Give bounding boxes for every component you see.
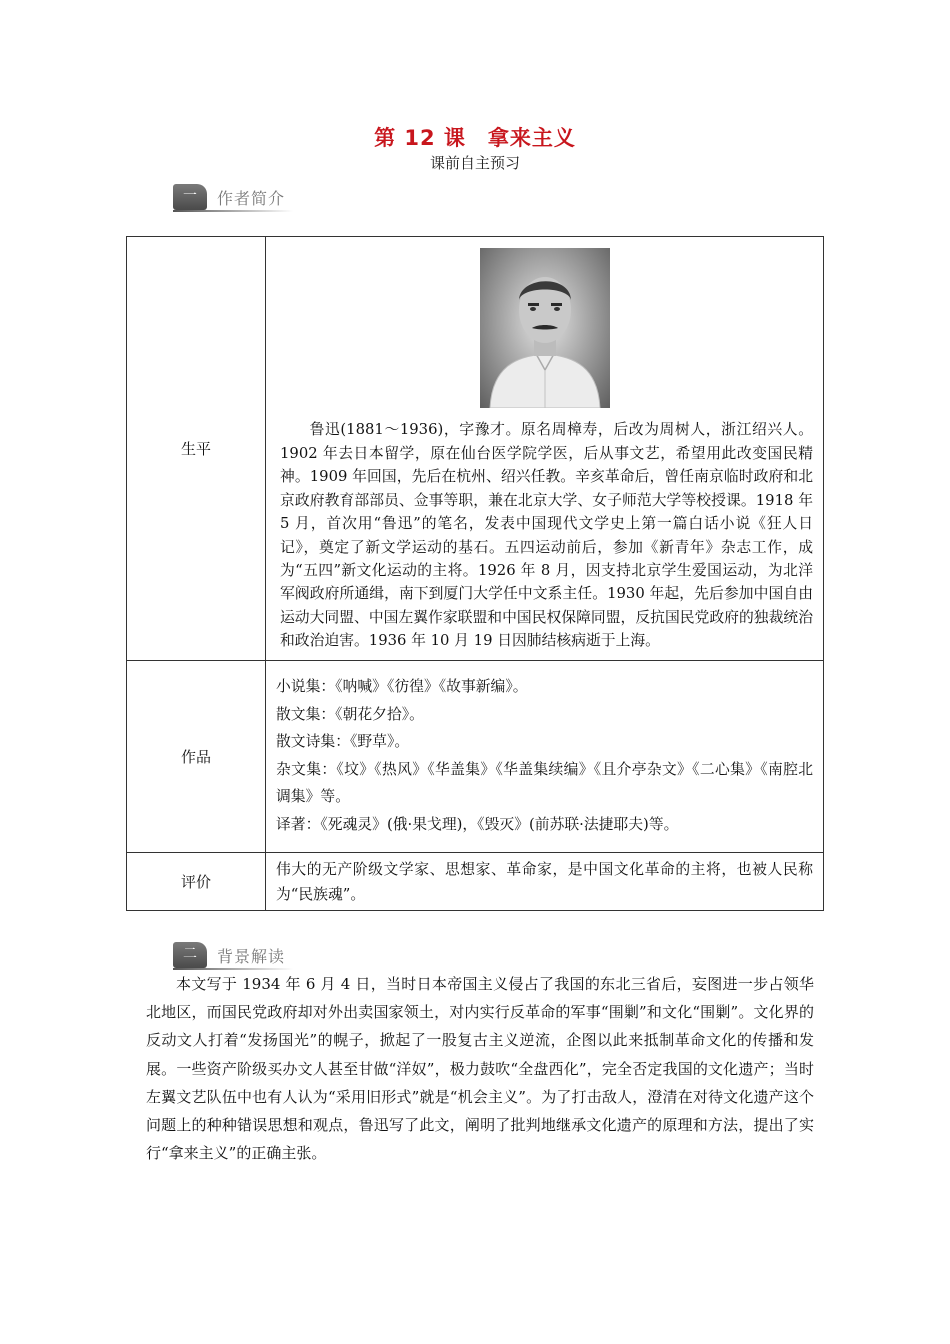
photo-container [266, 238, 823, 412]
row-header-evaluation: 评价 [127, 853, 266, 911]
table-row-works [127, 661, 824, 853]
lesson-title: 第 12 课 拿来主义 [374, 126, 576, 150]
biography-text: 鲁迅(1881～1936)，字豫才。原名周樟寿，后改为周树人，浙江绍兴人。1902 年去日本留学，原在仙台医学院学医，后从事文艺，希望用此改变国民精神。1909 年回国，先后在杭州、绍兴任教。辛亥革命后，曾任南京临时政府和北京政府教育部部员、佥事等职，兼在北京大学、女子师范大学等校授课。1918 年 5 月，首次用“鲁迅”的笔名，发表中国现代文学史上第一篇白话小说《狂人日记》，奠定了新文学运动的基石。五四运动前后，参加《新青年》杂志工作，成为“五四”新文化运动的主将。1926 年 8 月，因支持北京学生爱国运动，为北洋军阀政府所通缉，南下到厦门大学任中文系主任。1930 年起，先后参加中国自由运动大同盟、中国左翼作家联盟和中国民权保障同盟，反抗国民党政府的独裁统治和政治迫害。1936 年 10 月 19 日因肺结核病逝于上海。 [280, 421, 813, 650]
table-row-life [127, 237, 824, 661]
evaluation-text: 伟大的无产阶级文学家、思想家、革命家，是中国文化革命的主将，也被人民称为“民族魂”。 [276, 860, 813, 903]
works-cell [266, 661, 824, 853]
section-number-badge: 一 [173, 184, 207, 210]
section-number-badge: 二 [173, 942, 207, 968]
works-item-prose: 散文集：《朝花夕拾》。 [276, 705, 424, 723]
section-title: 作者简介 [217, 189, 286, 208]
author-info-table [126, 236, 824, 911]
lesson-subtitle: 课前自主预习 [429, 154, 520, 172]
author-portrait-image [480, 248, 610, 408]
life-cell [266, 237, 824, 661]
evaluation-cell [266, 853, 824, 911]
row-header-works: 作品 [127, 661, 266, 853]
row-header-life: 生平 [127, 237, 266, 661]
works-item-prose-poems: 散文诗集：《野草》。 [276, 733, 410, 750]
works-item-translations: 译著：《死魂灵》(俄·果戈理)，《毁灭》(前苏联·法捷耶夫)等。 [276, 815, 679, 833]
background-paragraph: 本文写于 1934 年 6 月 4 日，当时日本帝国主义侵占了我国的东北三省后，妄图进一步占领华北地区，而国民党政府却对外出卖国家领土，对内实行反革命的军事“围剿”和文化“围剿”。文化界的反动文人打着“发扬国光”的幌子，掀起了一股复古主义逆流，企图以此来抵制革命文化的传播和发展。一些资产阶级买办文人甚至甘做“洋奴”，极力鼓吹“全盘西化”，完全否定我国的文化遗产；当时左翼文艺队伍中也有人认为“采用旧形式”就是“机会主义”。为了打击敌人，澄清在对待文化遗产这个问题上的种种错误思想和观点，鲁迅写了此文，阐明了批判地继承文化遗产的原理和方法，提出了实行“拿来主义”的正确主张。 [146, 975, 814, 1163]
table-row-evaluation [127, 853, 824, 911]
portrait-figure-icon [480, 248, 610, 408]
works-item-essays: 杂文集：《坟》《热风》《华盖集》《华盖集续编》《且介亭杂文》《二心集》《南腔北调集》等。 [276, 760, 813, 805]
section-title: 背景解读 [217, 947, 286, 966]
works-list [266, 669, 823, 844]
section-underline [173, 210, 293, 212]
works-item-novels: 小说集：《呐喊》《彷徨》《故事新编》。 [276, 678, 528, 695]
